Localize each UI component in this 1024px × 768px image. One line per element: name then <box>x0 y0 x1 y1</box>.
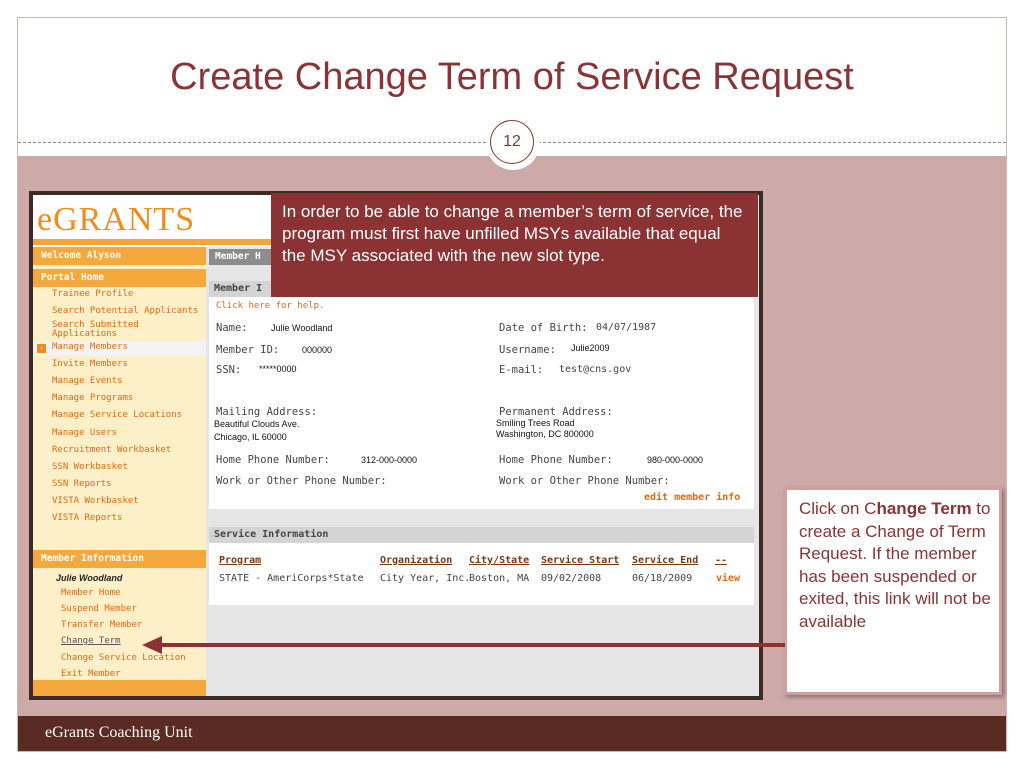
nav-invite-members[interactable]: Invite Members <box>52 359 128 369</box>
col-actions[interactable]: -- <box>715 555 728 566</box>
cell-service-start: 09/02/2008 <box>541 573 602 584</box>
portal-home-link[interactable]: Portal Home <box>33 269 206 287</box>
selected-arrow-icon: › <box>37 344 46 353</box>
nav-manage-members[interactable]: Manage Members <box>52 342 128 352</box>
page-number: 12 <box>490 120 534 164</box>
nav-search-submitted[interactable]: Search Submitted <box>52 320 139 330</box>
cell-program: STATE - AmeriCorps*State <box>219 573 364 584</box>
nav-vista-reports[interactable]: VISTA Reports <box>52 513 123 523</box>
cell-organization: City Year, Inc. <box>380 573 471 584</box>
callout-text-post: to create a Change of Term Request. If the member has been suspended or exited, this link will not be available <box>799 499 991 631</box>
mailing-address-label: Mailing Address: <box>216 406 318 418</box>
transfer-member-link[interactable]: Transfer Member <box>61 620 143 630</box>
member-home-link[interactable]: Member Home <box>61 588 121 598</box>
cell-service-end: 06/18/2009 <box>632 573 693 584</box>
member-information-header: Member Information <box>33 550 206 568</box>
col-service-start[interactable]: Service Start <box>541 555 620 566</box>
nav-search-potential-applicants[interactable]: Search Potential Applicants <box>52 306 199 316</box>
msy-requirement-callout: In order to be able to change a member’s term of service, the program must first have unfilled MSYs available that equal the MSY associated with the new slot type. <box>271 193 758 297</box>
footer-text: eGrants Coaching Unit <box>45 724 193 741</box>
col-city-state[interactable]: City/State <box>469 555 530 566</box>
exit-member-link[interactable]: Exit Member <box>61 669 121 679</box>
col-program[interactable]: Program <box>219 555 262 566</box>
username-value: Julie2009 <box>571 343 610 353</box>
member-home-tab[interactable]: Member H <box>209 249 754 265</box>
col-organization[interactable]: Organization <box>380 555 453 566</box>
home-phone-value: 312-000-0000 <box>361 455 418 465</box>
permanent-address-label: Permanent Address: <box>499 406 613 418</box>
name-label: Name: <box>216 322 248 334</box>
member-name: Julie Woodland <box>56 573 123 583</box>
callout-text-bold: hange Term <box>876 499 972 518</box>
col-service-end[interactable]: Service End <box>632 555 699 566</box>
member-info-panel <box>209 281 754 509</box>
left-footer-bar <box>33 680 206 696</box>
work-phone-label: Work or Other Phone Number: <box>216 475 387 487</box>
ssn-value: *****0000 <box>259 364 297 374</box>
egrants-logo: eGRANTS <box>37 201 196 238</box>
pointer-arrow-line <box>160 643 785 647</box>
nav-manage-service-locations[interactable]: Manage Service Locations <box>52 410 183 420</box>
home-phone2-value: 980-000-0000 <box>647 455 704 465</box>
nav-manage-users[interactable]: Manage Users <box>52 428 118 438</box>
home-phone2-label: Home Phone Number: <box>499 454 613 466</box>
welcome-header: Welcome Alyson <box>33 247 206 265</box>
permanent-address-line1: Smiling Trees Road <box>496 418 575 428</box>
logo-underline <box>33 239 273 245</box>
member-info-header: Member I <box>209 281 754 297</box>
nav-ssn-reports[interactable]: SSN Reports <box>52 479 112 489</box>
ssn-label: SSN: <box>216 364 242 376</box>
help-link[interactable]: Click here for help. <box>216 301 325 311</box>
service-info-panel <box>209 527 754 605</box>
slide-title: Create Change Term of Service Request <box>170 56 854 98</box>
callout-text-pre: Click on C <box>799 499 877 518</box>
pointer-arrow-icon <box>142 636 162 654</box>
change-term-callout <box>784 487 1002 695</box>
dob-value: 04/07/1987 <box>596 322 657 333</box>
nav-manage-programs[interactable]: Manage Programs <box>52 393 134 403</box>
view-link[interactable]: view <box>716 573 741 584</box>
nav-recruitment-workbasket[interactable]: Recruitment Workbasket <box>52 445 172 455</box>
service-info-header: Service Information <box>209 527 754 543</box>
nav-applications[interactable]: Applications <box>52 329 118 339</box>
nav-vista-workbasket[interactable]: VISTA Workbasket <box>52 496 139 506</box>
permanent-address-line2: Washington, DC 800000 <box>496 429 594 439</box>
nav-trainee-profile[interactable]: Trainee Profile <box>52 289 134 299</box>
member-id-label: Member ID: <box>216 344 280 356</box>
member-id-value: 000000 <box>302 345 333 355</box>
work-phone2-label: Work or Other Phone Number: <box>499 475 670 487</box>
email-value: test@cns.gov <box>559 364 632 375</box>
username-label: Username: <box>499 344 556 356</box>
nav-manage-events[interactable]: Manage Events <box>52 376 123 386</box>
home-phone-label: Home Phone Number: <box>216 454 330 466</box>
logo-area <box>33 195 273 247</box>
change-term-link[interactable]: Change Term <box>61 636 121 646</box>
mailing-address-line2: Chicago, IL 60000 <box>214 432 287 442</box>
nav-ssn-workbasket[interactable]: SSN Workbasket <box>52 462 128 472</box>
main-content <box>209 247 754 696</box>
cell-city-state: Boston, MA <box>469 573 530 584</box>
edit-member-info-link[interactable]: edit member info <box>644 492 741 503</box>
dob-label: Date of Birth: <box>499 322 588 334</box>
suspend-member-link[interactable]: Suspend Member <box>61 604 137 614</box>
mailing-address-line1: Beautiful Clouds Ave. <box>214 419 300 429</box>
email-label: E-mail: <box>499 364 544 376</box>
change-service-location-link[interactable]: Change Service Location <box>61 653 186 663</box>
name-value: Julie Woodland <box>271 323 333 333</box>
